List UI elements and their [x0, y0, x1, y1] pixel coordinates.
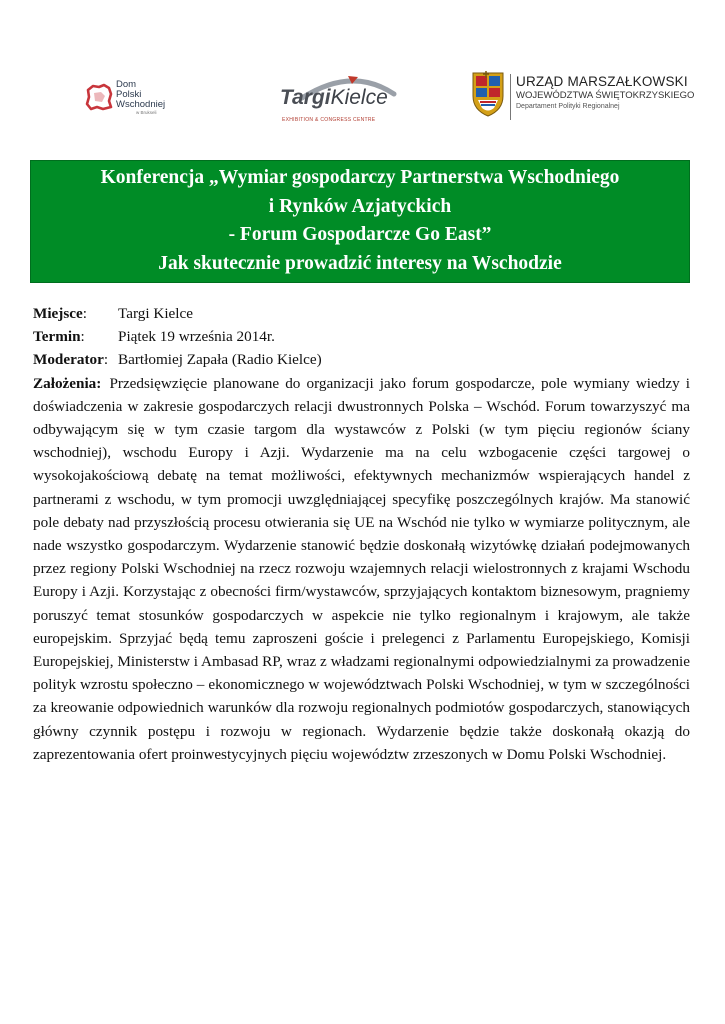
moderator-row: Moderator: Bartłomiej Zapała (Radio Kielce): [33, 351, 322, 369]
poland-map-icon: [84, 82, 114, 112]
urzad-logo-line3: Departament Polityki Regionalnej: [516, 103, 620, 110]
assumptions-text: Przedsięwzięcie planowane do organizacji jako forum gospodarcze, pole wymiany wiedzy i doświadczenia w zakresie gospodarczych relacji dwustronnych Polska – Wschód. Forum towarzyszyć ma odbywającym się w tym czasie targom dla wystawców z Polski (w tym pięciu regionów ściany wschodniej), wschodu Europy i Azji. Wydarzenie ma na celu wzbogacenie części targowej o wysokojakościową debatę na temat możliwości, efektywnych mechanizmów wspierających handel z partnerami z wschodu, w tym promocji uwzględniającej specyfikę poszczególnych krajów. Ma stanowić pole debaty nad przyszłością procesu otwierania się UE na Wschód nie tylko w wymiarze politycznym, ale nade wszystko gospodarczym. Wydarzenie stanowić będzie doskonałą wizytówkę działań podejmowanych przez regiony Polski Wschodniej na rzecz rozwoju wzajemnych relacji wielostronnych z krajami Wschodu Europy i Azji. Korzystając z obecności firm/wystawców, sprzyjających kontaktom biznesowym, pragniemy poruszyć temat stosunków gospodarczych w aspekcie nie tylko regionalnym i krajowym, ale także europejskim. Sprzyjać będą temu zaproszeni goście i prelegenci z Parlamentu Europejskiego, Komisji Europejskiej, Ministerstw i Ambasad RP, wraz z władzami regionalnymi odpowiedzialnymi za prowadzenie polityk wzrostu społeczno – ekonomicznego w województwach Polski Wschodniej, w tym w szczególności za kreowanie odpowiednich warunków dla rozwoju regionalnych podmiotów gospodarczych, stanowiących główny czynnik postępu i rozwoju w regionach. Wydarzenie będzie także doskonałą okazją do zaprezentowania ofert proinwestycyjnych pięciu województw zrzeszonych w Domu Polski Wschodniej.: [33, 374, 690, 763]
dpw-logo-line3: Wschodniej: [116, 99, 166, 110]
dom-polski-wschodniej-logo: [84, 80, 174, 120]
targi-kielce-logo: [270, 72, 420, 130]
assumptions-paragraph: [33, 372, 690, 766]
dpw-logo-line1: Dom: [116, 79, 137, 90]
coat-of-arms-icon: [470, 70, 506, 118]
targi-logo-word1: Targi: [280, 86, 331, 109]
targi-logo-sub: EXHIBITION & CONGRESS CENTRE: [282, 117, 376, 123]
conference-title-banner: [30, 160, 690, 283]
place-row: Miejsce: Targi Kielce: [33, 305, 193, 322]
dpw-logo-line2: Polski: [116, 89, 142, 100]
place-label: Miejsce: [33, 305, 83, 322]
urzad-logo-line2: WOJEWÓDZTWA ŚWIĘTOKRZYSKIEGO: [516, 90, 695, 101]
urzad-marszalkowski-logo: [470, 70, 700, 130]
logo-bar: [0, 70, 725, 130]
date-value: Piątek 19 września 2014r.: [118, 328, 275, 346]
dpw-logo-sub: w Brukseli: [136, 110, 157, 115]
urzad-logo-line1: URZĄD MARSZAŁKOWSKI: [516, 74, 688, 89]
moderator-value: Bartłomiej Zapała (Radio Kielce): [118, 351, 322, 369]
conference-title-line: - Forum Gospodarcze Go East”: [228, 224, 492, 245]
conference-subtitle: Jak skutecznie prowadzić interesy na Wschodzie: [158, 252, 562, 274]
logo-separator: [510, 74, 511, 120]
assumptions-label: Założenia:: [33, 374, 102, 392]
place-value: Targi Kielce: [118, 305, 193, 322]
event-details: [33, 302, 690, 766]
targi-logo-word2: Kielce: [330, 86, 388, 109]
conference-title-line: i Rynków Azjatyckich: [268, 195, 452, 217]
moderator-label: Moderator: [33, 351, 104, 369]
date-row: Termin: Piątek 19 września 2014r.: [33, 328, 275, 346]
conference-title-line: Konferencja „Wymiar gospodarczy Partnerstwa Wschodniego: [100, 167, 620, 188]
date-label: Termin: [33, 328, 81, 346]
